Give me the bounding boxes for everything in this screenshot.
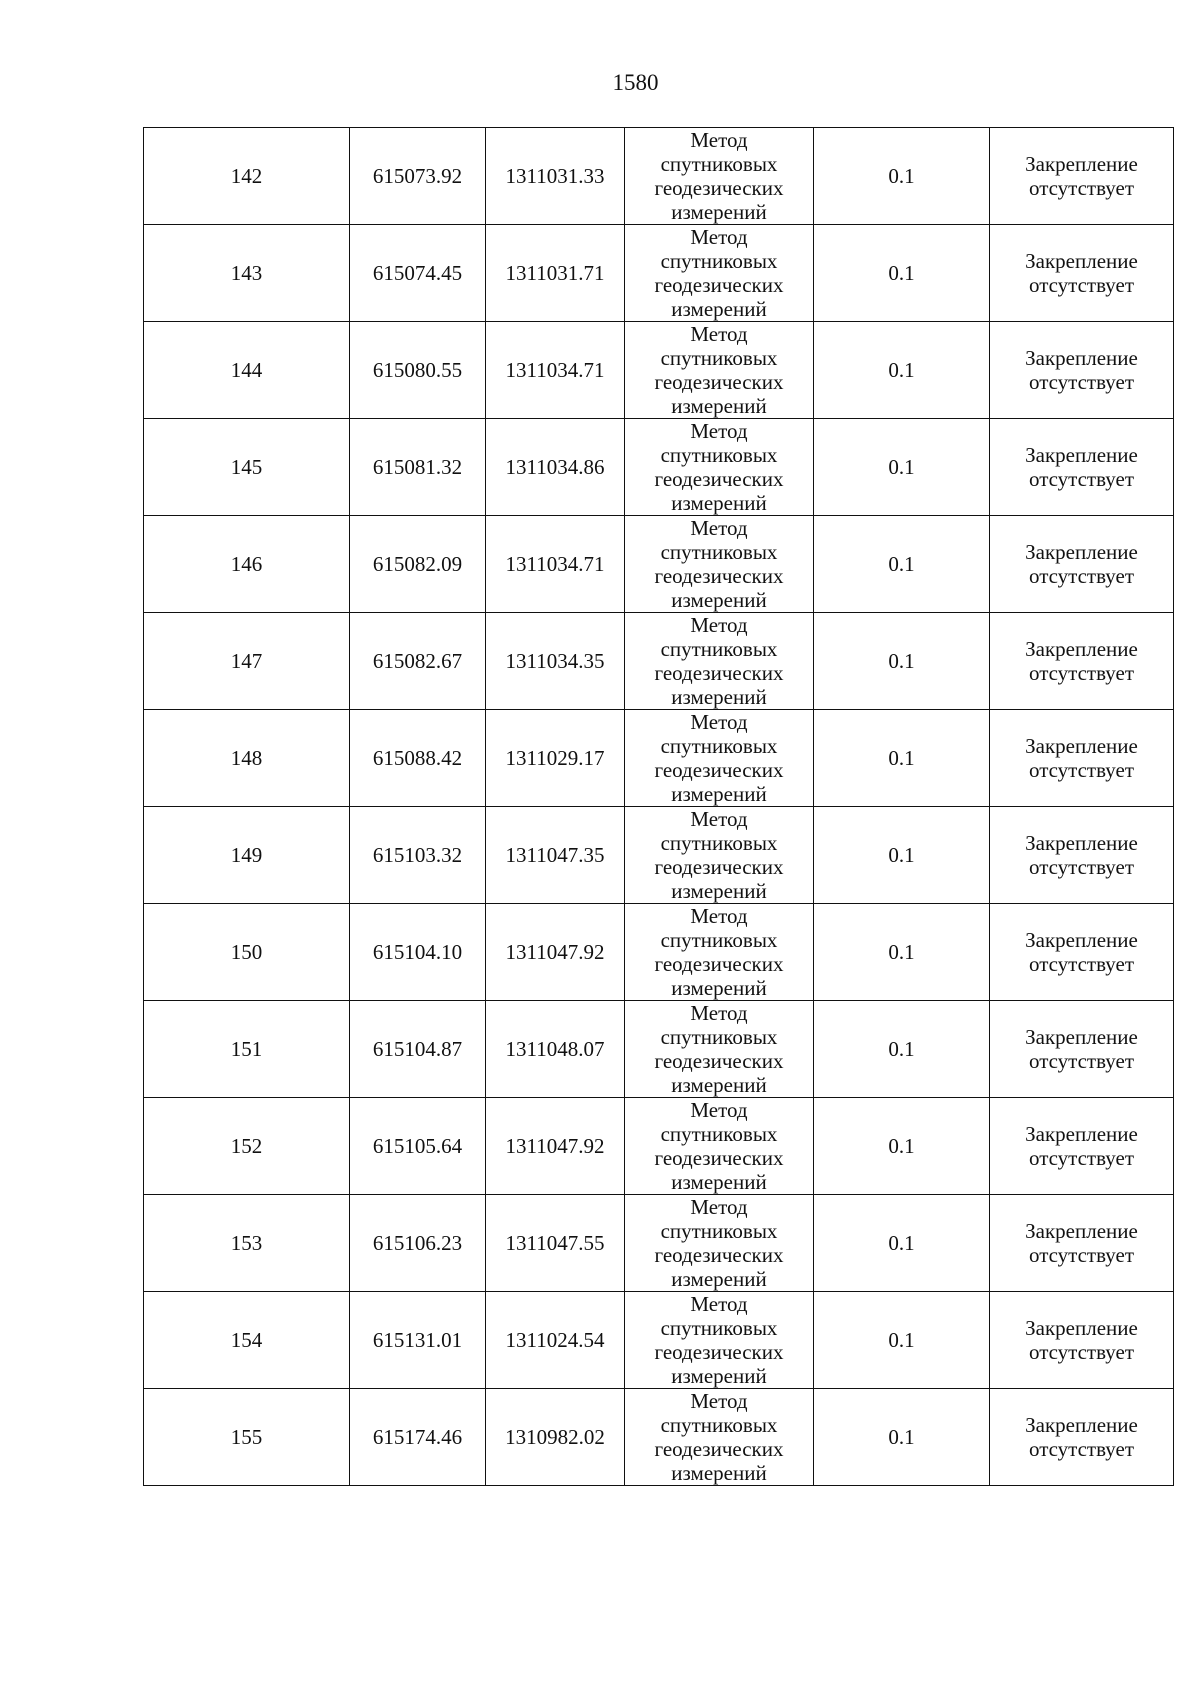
- point-number-cell-text: 146: [230, 552, 263, 576]
- y-coordinate-cell-text: 1311047.92: [505, 940, 605, 964]
- method-cell-text: Метод спутниковых геодезических измерений: [654, 807, 784, 903]
- y-coordinate-cell: [486, 1389, 625, 1486]
- accuracy-cell-text: 0.1: [888, 649, 915, 673]
- x-coordinate-cell-text: 615131.01: [372, 1328, 463, 1352]
- accuracy-cell: [814, 710, 990, 807]
- table-row: [144, 710, 1174, 807]
- point-number-cell-text: 143: [230, 261, 263, 285]
- x-coordinate-cell: [350, 613, 486, 710]
- y-coordinate-cell: [486, 1195, 625, 1292]
- method-cell-text: Метод спутниковых геодезических измерений: [654, 1098, 784, 1194]
- fixation-cell: [990, 1098, 1174, 1195]
- y-coordinate-cell: [486, 516, 625, 613]
- x-coordinate-cell-text: 615081.32: [372, 455, 463, 479]
- method-cell: [625, 225, 814, 322]
- method-cell-text: Метод спутниковых геодезических измерений: [654, 322, 784, 418]
- x-coordinate-cell-text: 615082.67: [372, 649, 463, 673]
- x-coordinate-cell: [350, 1001, 486, 1098]
- method-cell-text: Метод спутниковых геодезических измерений: [654, 904, 784, 1000]
- point-number-cell: [144, 1195, 350, 1292]
- x-coordinate-cell-text: 615073.92: [372, 164, 463, 188]
- point-number-cell: [144, 419, 350, 516]
- accuracy-cell-text: 0.1: [888, 1328, 915, 1352]
- fixation-cell: [990, 322, 1174, 419]
- fixation-cell-text: Закрепление отсутствует: [1025, 928, 1138, 976]
- fixation-cell-text: Закрепление отсутствует: [1025, 152, 1138, 200]
- fixation-cell: [990, 225, 1174, 322]
- fixation-cell-text: Закрепление отсутствует: [1025, 443, 1138, 491]
- table-row: [144, 807, 1174, 904]
- x-coordinate-cell-text: 615103.32: [372, 843, 463, 867]
- point-number-cell-text: 155: [230, 1425, 263, 1449]
- point-number-cell: [144, 1389, 350, 1486]
- accuracy-cell: [814, 128, 990, 225]
- method-cell-text: Метод спутниковых геодезических измерений: [654, 613, 784, 709]
- accuracy-cell: [814, 225, 990, 322]
- y-coordinate-cell: [486, 710, 625, 807]
- accuracy-cell-text: 0.1: [888, 552, 915, 576]
- x-coordinate-cell: [350, 1098, 486, 1195]
- table-row: [144, 1389, 1174, 1486]
- accuracy-cell: [814, 807, 990, 904]
- accuracy-cell: [814, 1292, 990, 1389]
- accuracy-cell-text: 0.1: [888, 940, 915, 964]
- point-number-cell: [144, 613, 350, 710]
- table-row: [144, 128, 1174, 225]
- fixation-cell: [990, 613, 1174, 710]
- point-number-cell-text: 154: [230, 1328, 263, 1352]
- point-number-cell-text: 147: [230, 649, 263, 673]
- point-number-cell: [144, 1001, 350, 1098]
- x-coordinate-cell-text: 615105.64: [372, 1134, 463, 1158]
- method-cell-text: Метод спутниковых геодезических измерений: [654, 419, 784, 515]
- accuracy-cell: [814, 419, 990, 516]
- point-number-cell: [144, 904, 350, 1001]
- y-coordinate-cell: [486, 613, 625, 710]
- fixation-cell: [990, 1389, 1174, 1486]
- fixation-cell-text: Закрепление отсутствует: [1025, 1219, 1138, 1267]
- accuracy-cell-text: 0.1: [888, 261, 915, 285]
- fixation-cell-text: Закрепление отсутствует: [1025, 1025, 1138, 1073]
- point-number-cell-text: 148: [230, 746, 263, 770]
- table-row: [144, 1001, 1174, 1098]
- method-cell-text: Метод спутниковых геодезических измерений: [654, 1001, 784, 1097]
- method-cell-text: Метод спутниковых геодезических измерений: [654, 1195, 784, 1291]
- y-coordinate-cell-text: 1311029.17: [505, 746, 605, 770]
- fixation-cell: [990, 1292, 1174, 1389]
- method-cell: [625, 807, 814, 904]
- y-coordinate-cell-text: 1311048.07: [505, 1037, 605, 1061]
- y-coordinate-cell-text: 1311034.86: [505, 455, 605, 479]
- method-cell: [625, 613, 814, 710]
- y-coordinate-cell: [486, 807, 625, 904]
- accuracy-cell-text: 0.1: [888, 358, 915, 382]
- method-cell: [625, 1098, 814, 1195]
- x-coordinate-cell-text: 615106.23: [372, 1231, 463, 1255]
- y-coordinate-cell-text: 1311034.71: [505, 552, 605, 576]
- x-coordinate-cell: [350, 128, 486, 225]
- point-number-cell: [144, 322, 350, 419]
- x-coordinate-cell: [350, 807, 486, 904]
- point-number-cell: [144, 225, 350, 322]
- x-coordinate-cell-text: 615104.10: [372, 940, 463, 964]
- x-coordinate-cell-text: 615104.87: [372, 1037, 463, 1061]
- point-number-cell-text: 149: [230, 843, 263, 867]
- y-coordinate-cell-text: 1311031.33: [505, 164, 605, 188]
- accuracy-cell-text: 0.1: [888, 1231, 915, 1255]
- table-row: [144, 419, 1174, 516]
- x-coordinate-cell: [350, 322, 486, 419]
- method-cell: [625, 1001, 814, 1098]
- method-cell: [625, 419, 814, 516]
- y-coordinate-cell: [486, 128, 625, 225]
- accuracy-cell-text: 0.1: [888, 1037, 915, 1061]
- accuracy-cell-text: 0.1: [888, 164, 915, 188]
- table-row: [144, 613, 1174, 710]
- coordinates-table-body: [144, 128, 1174, 1486]
- point-number-cell-text: 152: [230, 1134, 263, 1158]
- method-cell-text: Метод спутниковых геодезических измерений: [654, 710, 784, 806]
- point-number-cell-text: 151: [230, 1037, 263, 1061]
- fixation-cell: [990, 807, 1174, 904]
- y-coordinate-cell-text: 1311047.92: [505, 1134, 605, 1158]
- method-cell-text: Метод спутниковых геодезических измерений: [654, 1389, 784, 1485]
- x-coordinate-cell-text: 615088.42: [372, 746, 463, 770]
- table-row: [144, 1098, 1174, 1195]
- table-row: [144, 322, 1174, 419]
- fixation-cell: [990, 1195, 1174, 1292]
- x-coordinate-cell-text: 615174.46: [372, 1425, 463, 1449]
- accuracy-cell: [814, 516, 990, 613]
- accuracy-cell: [814, 322, 990, 419]
- x-coordinate-cell-text: 615080.55: [372, 358, 463, 382]
- method-cell: [625, 1389, 814, 1486]
- point-number-cell: [144, 710, 350, 807]
- y-coordinate-cell-text: 1311047.55: [505, 1231, 605, 1255]
- accuracy-cell: [814, 904, 990, 1001]
- x-coordinate-cell: [350, 1389, 486, 1486]
- x-coordinate-cell-text: 615074.45: [372, 261, 463, 285]
- accuracy-cell: [814, 1001, 990, 1098]
- x-coordinate-cell-text: 615082.09: [372, 552, 463, 576]
- method-cell-text: Метод спутниковых геодезических измерений: [654, 516, 784, 612]
- accuracy-cell: [814, 613, 990, 710]
- y-coordinate-cell-text: 1311034.35: [505, 649, 605, 673]
- x-coordinate-cell: [350, 225, 486, 322]
- method-cell: [625, 1292, 814, 1389]
- fixation-cell: [990, 710, 1174, 807]
- fixation-cell-text: Закрепление отсутствует: [1025, 637, 1138, 685]
- y-coordinate-cell: [486, 1098, 625, 1195]
- fixation-cell-text: Закрепление отсутствует: [1025, 1413, 1138, 1461]
- table-row: [144, 1195, 1174, 1292]
- fixation-cell-text: Закрепление отсутствует: [1025, 346, 1138, 394]
- point-number-cell-text: 142: [230, 164, 263, 188]
- fixation-cell-text: Закрепление отсутствует: [1025, 1316, 1138, 1364]
- x-coordinate-cell: [350, 516, 486, 613]
- point-number-cell: [144, 1292, 350, 1389]
- method-cell: [625, 516, 814, 613]
- accuracy-cell: [814, 1098, 990, 1195]
- table-row: [144, 904, 1174, 1001]
- fixation-cell: [990, 904, 1174, 1001]
- method-cell-text: Метод спутниковых геодезических измерений: [654, 128, 784, 224]
- table-row: [144, 225, 1174, 322]
- accuracy-cell-text: 0.1: [888, 843, 915, 867]
- fixation-cell: [990, 516, 1174, 613]
- y-coordinate-cell: [486, 419, 625, 516]
- accuracy-cell-text: 0.1: [888, 1134, 915, 1158]
- method-cell-text: Метод спутниковых геодезических измерений: [654, 1292, 784, 1388]
- method-cell: [625, 710, 814, 807]
- fixation-cell-text: Закрепление отсутствует: [1025, 734, 1138, 782]
- coordinates-table: [143, 127, 1174, 1486]
- x-coordinate-cell: [350, 419, 486, 516]
- y-coordinate-cell-text: 1311034.71: [505, 358, 605, 382]
- point-number-cell-text: 145: [230, 455, 263, 479]
- y-coordinate-cell: [486, 1001, 625, 1098]
- page-number: 1580: [612, 70, 659, 95]
- method-cell: [625, 1195, 814, 1292]
- table-row: [144, 516, 1174, 613]
- accuracy-cell: [814, 1195, 990, 1292]
- point-number-cell: [144, 128, 350, 225]
- fixation-cell-text: Закрепление отсутствует: [1025, 1122, 1138, 1170]
- point-number-cell-text: 153: [230, 1231, 263, 1255]
- y-coordinate-cell-text: 1310982.02: [505, 1425, 605, 1449]
- x-coordinate-cell: [350, 904, 486, 1001]
- fixation-cell-text: Закрепление отсутствует: [1025, 831, 1138, 879]
- y-coordinate-cell: [486, 322, 625, 419]
- x-coordinate-cell: [350, 1195, 486, 1292]
- point-number-cell: [144, 807, 350, 904]
- fixation-cell: [990, 1001, 1174, 1098]
- x-coordinate-cell: [350, 1292, 486, 1389]
- accuracy-cell-text: 0.1: [888, 746, 915, 770]
- x-coordinate-cell: [350, 710, 486, 807]
- y-coordinate-cell: [486, 904, 625, 1001]
- method-cell: [625, 128, 814, 225]
- fixation-cell: [990, 419, 1174, 516]
- accuracy-cell-text: 0.1: [888, 1425, 915, 1449]
- y-coordinate-cell-text: 1311047.35: [505, 843, 605, 867]
- table-row: [144, 1292, 1174, 1389]
- method-cell: [625, 904, 814, 1001]
- y-coordinate-cell-text: 1311024.54: [505, 1328, 605, 1352]
- method-cell: [625, 322, 814, 419]
- accuracy-cell: [814, 1389, 990, 1486]
- point-number-cell: [144, 516, 350, 613]
- fixation-cell: [990, 128, 1174, 225]
- accuracy-cell-text: 0.1: [888, 455, 915, 479]
- method-cell-text: Метод спутниковых геодезических измерений: [654, 225, 784, 321]
- point-number-cell-text: 144: [230, 358, 263, 382]
- fixation-cell-text: Закрепление отсутствует: [1025, 540, 1138, 588]
- y-coordinate-cell-text: 1311031.71: [505, 261, 605, 285]
- y-coordinate-cell: [486, 1292, 625, 1389]
- fixation-cell-text: Закрепление отсутствует: [1025, 249, 1138, 297]
- point-number-cell-text: 150: [230, 940, 263, 964]
- y-coordinate-cell: [486, 225, 625, 322]
- point-number-cell: [144, 1098, 350, 1195]
